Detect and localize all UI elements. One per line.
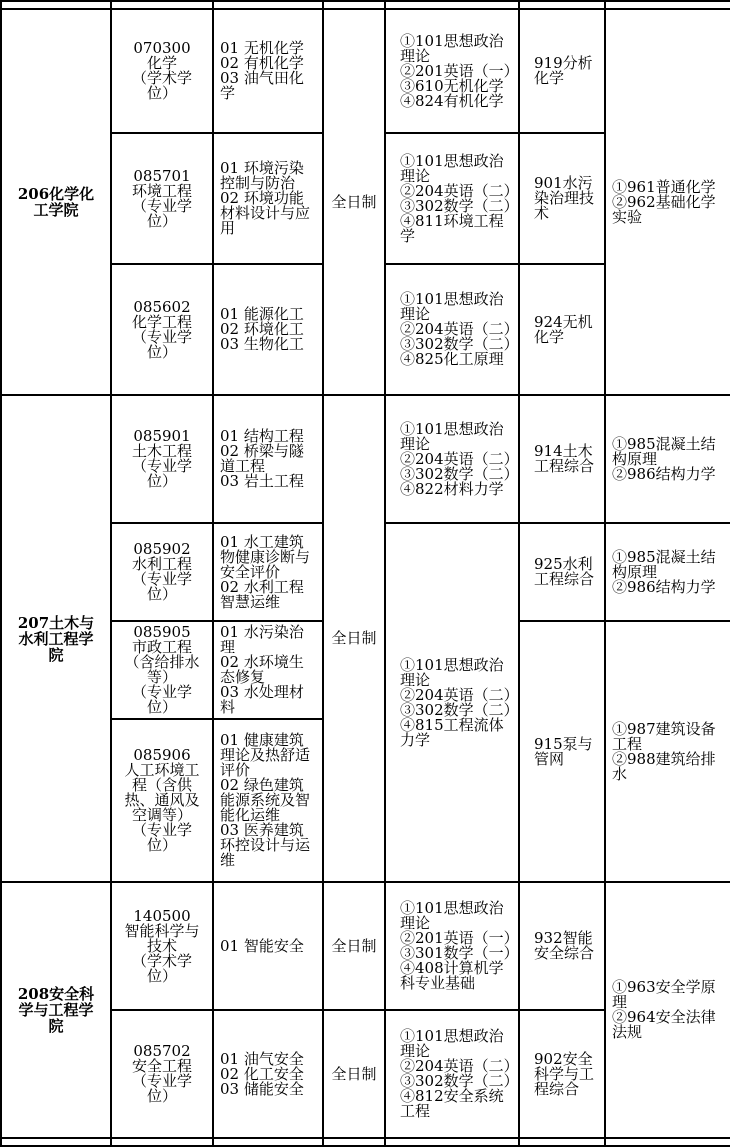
retest-subjects: ①985混凝土结构原理 ②986结构力学 — [605, 523, 730, 621]
research-directions: 01 水污染治理 02 水环境生态修复 03 水处理材料 — [213, 621, 323, 719]
exam-subjects: ①101思想政治理论 ②204英语（二） ③302数学（二） ④822材料力学 — [385, 395, 519, 523]
retest-subjects: ①985混凝土结构原理 ②986结构力学 — [605, 395, 730, 523]
college-208: 208安全科学与工程学院 — [1, 882, 111, 1138]
research-directions: 01 环境污染控制与防治 02 环境功能材料设计与应用 — [213, 133, 323, 264]
program-code: 085702 安全工程 （专业学 位） — [111, 1010, 213, 1138]
exam-subjects: ①101思想政治理论 ②204英语（二） ③302数学（二） ④815工程流体力学 — [385, 523, 519, 882]
retest-subjects: ①961普通化学 ②962基础化学实验 — [605, 9, 730, 395]
study-mode: 全日制 — [323, 9, 385, 395]
program-code: 085906 人工环境工程（含供热、通风及空调等） （专业学 位） — [111, 719, 213, 882]
study-mode: 全日制 — [323, 882, 385, 1010]
cut-row-bottom — [1, 1138, 730, 1146]
research-directions: 01 结构工程 02 桥梁与隧道工程 03 岩土工程 — [213, 395, 323, 523]
research-directions: 01 能源化工 02 环境化工 03 生物化工 — [213, 264, 323, 395]
specialty-subject: 915泵与管网 — [519, 621, 605, 882]
research-directions: 01 智能安全 — [213, 882, 323, 1010]
table-row — [1, 395, 730, 523]
specialty-subject: 932智能安全综合 — [519, 882, 605, 1010]
program-code: 085905 市政工程 （含给排水等） （专业学 位） — [111, 621, 213, 719]
research-directions: 01 无机化学 02 有机化学 03 油气田化学 — [213, 9, 323, 133]
program-code: 140500 智能科学与技术 （学术学 位） — [111, 882, 213, 1010]
program-code: 085701 环境工程 （专业学 位） — [111, 133, 213, 264]
table-row — [1, 9, 730, 133]
research-directions: 01 油气安全 02 化工安全 03 储能安全 — [213, 1010, 323, 1138]
exam-subjects: ①101思想政治理论 ②204英语（二） ③302数学（二） ④811环境工程学 — [385, 133, 519, 264]
college-206: 206化学化工学院 — [1, 9, 111, 395]
retest-subjects: ①987建筑设备工程 ②988建筑给排水 — [605, 621, 730, 882]
college-207: 207土木与水利工程学院 — [1, 395, 111, 882]
specialty-subject: 925水利工程综合 — [519, 523, 605, 621]
program-code: 085902 水利工程 （专业学 位） — [111, 523, 213, 621]
specialty-subject: 902安全科学与工程综合 — [519, 1010, 605, 1138]
program-code: 085602 化学工程 （专业学 位） — [111, 264, 213, 395]
research-directions: 01 健康建筑理论及热舒适评价 02 绿色建筑能源系统及智能化运维 03 医养建筑环控设计与运维 — [213, 719, 323, 882]
retest-subjects: ①963安全学原理 ②964安全法律法规 — [605, 882, 730, 1138]
exam-subjects: ①101思想政治理论 ②201英语（一） ③301数学（一） ④408计算机学科专业基础 — [385, 882, 519, 1010]
table-row — [1, 882, 730, 1010]
specialty-subject: 924无机化学 — [519, 264, 605, 395]
research-directions: 01 水工建筑物健康诊断与安全评价 02 水利工程智慧运维 — [213, 523, 323, 621]
cut-row-top — [1, 1, 730, 9]
specialty-subject: 901水污染治理技术 — [519, 133, 605, 264]
exam-subjects: ①101思想政治理论 ②201英语（一） ③610无机化学 ④824有机化学 — [385, 9, 519, 133]
study-mode: 全日制 — [323, 395, 385, 882]
exam-subjects: ①101思想政治理论 ②204英语（二） ③302数学（二） ④825化工原理 — [385, 264, 519, 395]
specialty-subject: 919分析化学 — [519, 9, 605, 133]
specialty-subject: 914土木工程综合 — [519, 395, 605, 523]
exam-subjects: ①101思想政治理论 ②204英语（二） ③302数学（二） ④812安全系统工程 — [385, 1010, 519, 1138]
program-code: 070300 化学 （学术学 位） — [111, 9, 213, 133]
study-mode: 全日制 — [323, 1010, 385, 1138]
program-code: 085901 土木工程 （专业学 位） — [111, 395, 213, 523]
